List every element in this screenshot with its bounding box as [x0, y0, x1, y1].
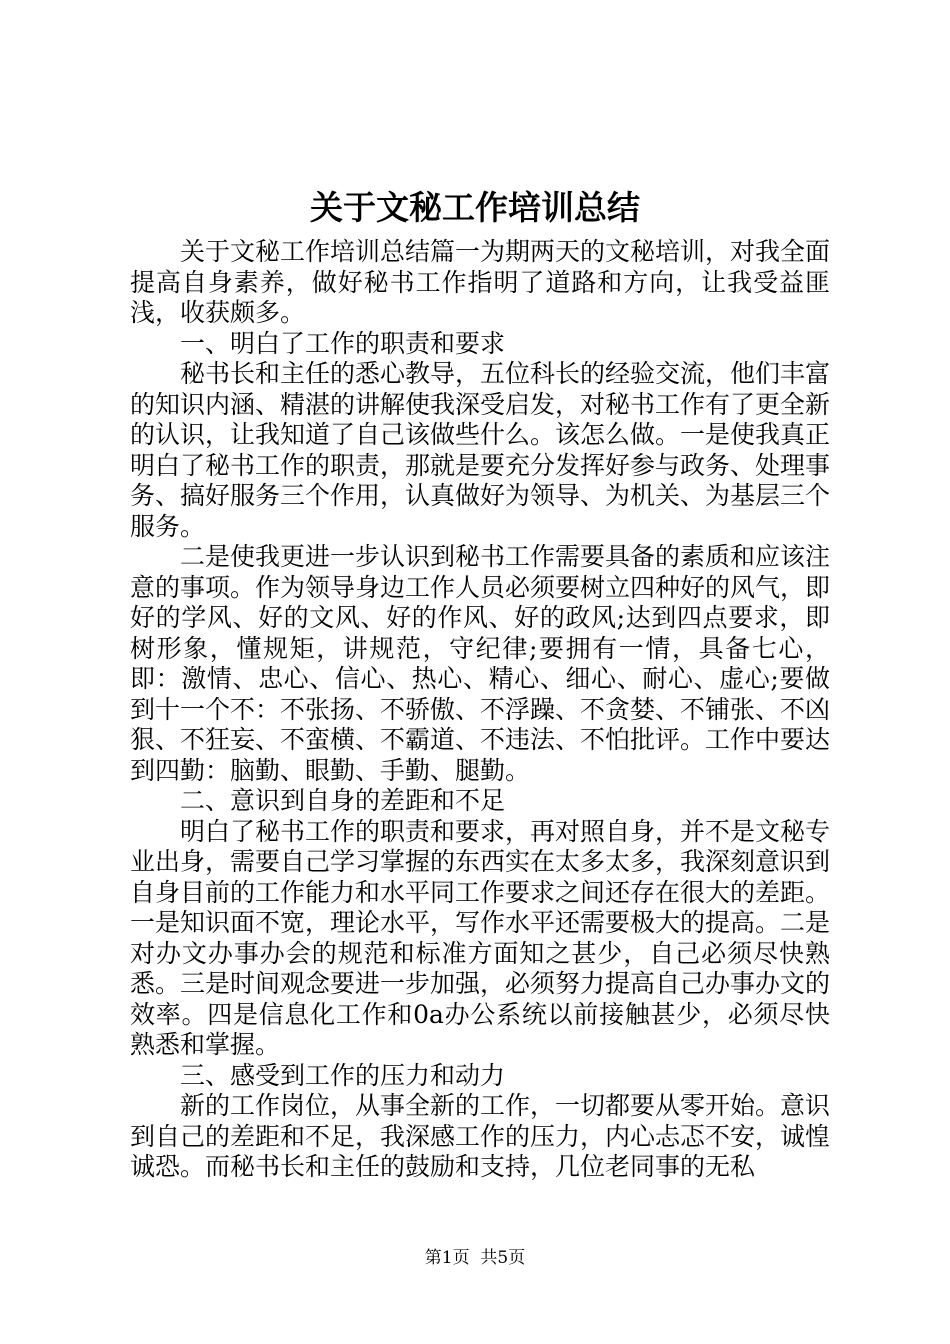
section-heading-1: 一、明白了工作的职责和要求 [180, 328, 506, 358]
page-footer: 第1页 共5页 [424, 1248, 526, 1268]
document-body [130, 237, 830, 1183]
section-heading-2: 二、意识到自身的差距和不足 [180, 786, 506, 815]
paragraph-section-1a: 秘书长和主任的悉心教导，五位科长的经验交流，他们丰富的知识内涵、精湛的讲解使我深受启发，对秘书工作有了更全新的认识，让我知道了自己该做些什么。该怎么做。一是使我真正明白了秘书工作的职责，那就是要充分发挥好参与政务、处理事务、搞好服务三个作用，认真做好为领导、为机关、为基层三个服务。 [130, 359, 831, 541]
section-heading-3: 三、感受到工作的压力和动力 [180, 1060, 506, 1090]
paragraph-section-3: 新的工作岗位，从事全新的工作，一切都要从零开始。意识到自己的差距和不足，我深感工作的压力，内心忐忑不安，诚惶诚恐。而秘书长和主任的鼓励和支持，几位老同事的无私 [130, 1091, 831, 1181]
paragraph-intro: 关于文秘工作培训总结篇一为期两天的文秘培训，对我全面提高自身素养，做好秘书工作指明了道路和方向，让我受益匪浅，收获颇多。 [130, 237, 831, 327]
paragraph-section-1b: 二是使我更进一步认识到秘书工作需要具备的素质和应该注意的事项。作为领导身边工作人员必须要树立四种好的风气，即好的学风、好的文风、好的作风、好的政风;达到四点要求，即树形象，懂规矩，讲规范，守纪律;要拥有一情，具备七心，即：激情、忠心、信心、热心、精心、细心、耐心、虚心;要做到十一个不：不张扬、不骄傲、不浮躁、不贪婪、不铺张、不凶狠、不狂妄、不蛮横、不霸道、不违法、不怕批评。工作中要达到四勤：脑勤、眼勤、手勤、腿勤。 [130, 542, 831, 785]
document-title: 关于文秘工作培训总结 [310, 188, 640, 227]
paragraph-section-2: 明白了秘书工作的职责和要求，再对照自身，并不是文秘专业出身，需要自己学习掌握的东西实在太多太多，我深刻意识到自身目前的工作能力和水平同工作要求之间还存在很大的差距。一是知识面不宽，理论水平，写作水平还需要极大的提高。二是对办文办事办会的规范和标准方面知之甚少，自己必须尽快熟悉。三是时间观念要进一步加强，必须努力提高自己办事办文的效率。四是信息化工作和0a办公系统以前接触甚少，必须尽快熟悉和掌握。 [130, 816, 831, 1059]
